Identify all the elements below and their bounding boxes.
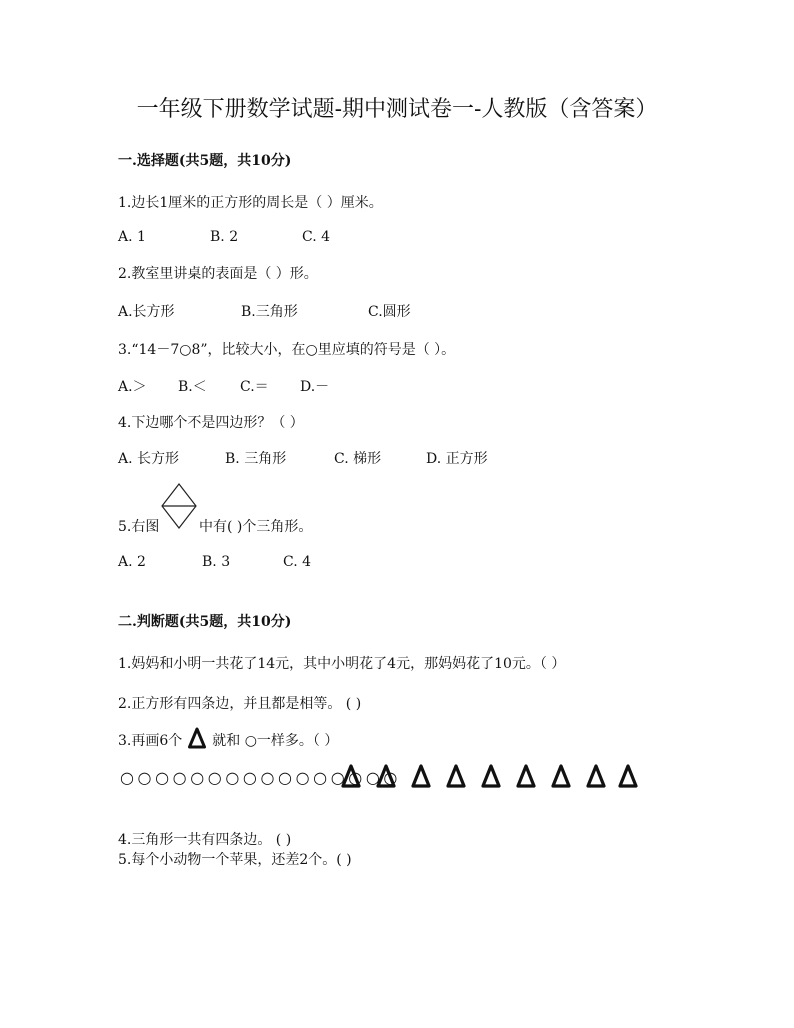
option-1-3-d: D.－	[300, 379, 330, 395]
option-1-3-a: A.＞	[118, 379, 147, 395]
circle-row: ○○○○○○○○○○○○○○○○	[120, 768, 401, 787]
triangle-icon	[376, 764, 396, 788]
question-2-3	[118, 727, 338, 750]
option-1-1-c: C. 4	[302, 229, 331, 245]
section2-heading: 二.判断题(共5题，共10分)	[118, 614, 292, 630]
option-1-5-a: A. 2	[118, 554, 146, 570]
triangle-icon	[516, 764, 536, 788]
question-2-4: 4.三角形一共有四条边。 ( )	[118, 832, 292, 848]
question-2-5: 5.每个小动物一个苹果，还差2个。( )	[118, 852, 352, 868]
option-1-1-b: B. 2	[210, 229, 239, 245]
option-1-1-a: A. 1	[118, 229, 146, 245]
triangle-icon	[188, 727, 206, 749]
option-1-2-c: C.圆形	[368, 304, 411, 320]
question-2-2: 2.正方形有四条边，并且都是相等。 ( )	[118, 696, 362, 712]
triangle-icon	[411, 764, 431, 788]
option-1-4-b: B. 三角形	[225, 451, 287, 467]
triangle-icon	[586, 764, 606, 788]
section1-heading: 一.选择题(共5题，共10分)	[118, 153, 292, 169]
option-1-4-a: A. 长方形	[118, 451, 180, 467]
question-1-5-prefix: 5.右图	[118, 519, 160, 535]
option-1-5-b: B. 3	[202, 554, 231, 570]
question-1-4: 4.下边哪个不是四边形？（ ）	[118, 415, 304, 431]
question-1-5-suffix: 中有( )个三角形。	[199, 519, 313, 535]
option-1-4-c: C. 梯形	[334, 451, 382, 467]
option-1-3-c: C.＝	[240, 379, 269, 395]
option-1-4-d: D. 正方形	[426, 451, 488, 467]
option-1-3-b: B.＜	[178, 379, 207, 395]
triangle-icon	[481, 764, 501, 788]
question-2-1: 1.妈妈和小明一共花了14元，其中小明花了4元，那妈妈花了10元。（ ）	[118, 656, 566, 672]
question-1-1: 1.边长1厘米的正方形的周长是（ ）厘米。	[118, 195, 383, 211]
diamond-figure-icon	[161, 483, 197, 529]
page-title: 一年级下册数学试题-期中测试卷一-人教版（含答案）	[136, 97, 658, 122]
option-1-2-a: A.长方形	[118, 304, 175, 320]
question-2-3-suffix: 就和 ○一样多。（ ）	[212, 733, 339, 749]
option-1-2-b: B.三角形	[241, 304, 298, 320]
question-1-2: 2.教室里讲桌的表面是（ ）形。	[118, 266, 318, 282]
question-2-3-prefix: 3.再画6个	[118, 733, 183, 749]
triangle-icon	[551, 764, 571, 788]
triangle-icon	[341, 764, 361, 788]
triangle-icon	[446, 764, 466, 788]
triangle-icon	[618, 764, 638, 788]
question-1-3: 3.“14－7○8”，比较大小，在○里应填的符号是（ ）。	[118, 342, 456, 358]
option-1-5-c: C. 4	[283, 554, 312, 570]
